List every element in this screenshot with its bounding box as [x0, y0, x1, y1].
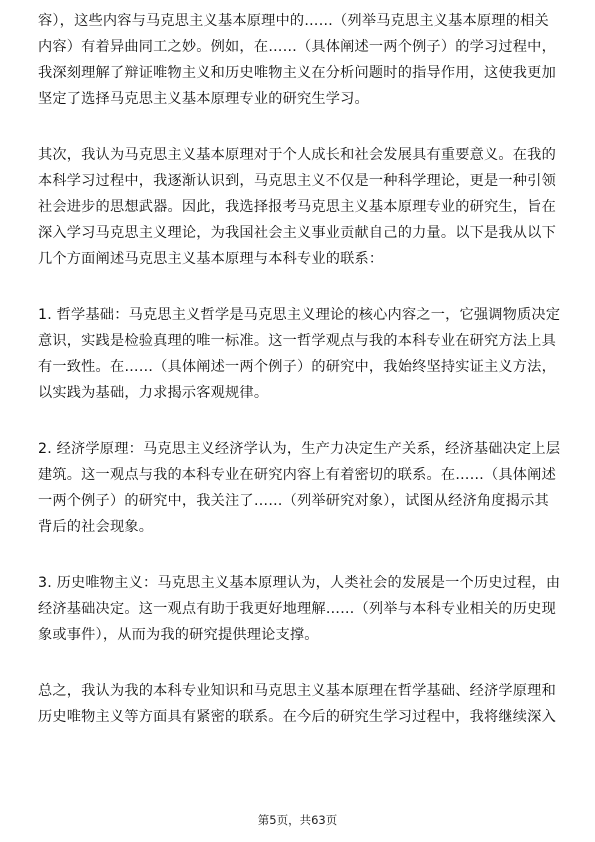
- text-line: 几个方面阐述马克思主义基本原理与本科专业的联系：: [38, 251, 384, 267]
- text-line: 我深刻理解了辩证唯物主义和历史唯物主义在分析问题时的指导作用，这使我更加: [38, 65, 556, 81]
- text-line: 深入学习马克思主义理论，为我国社会主义事业贡献自己的力量。以下是我从以下: [38, 225, 556, 241]
- text-line: 历史唯物主义等方面具有紧密的联系。在今后的研究生学习过程中，我将继续深入: [38, 709, 556, 725]
- text-line: 意识，实践是检验真理的唯一标准。这一哲学观点与我的本科专业在研究方法上具: [38, 333, 556, 349]
- paragraph-philosophy: [38, 302, 560, 406]
- text-line: 本科学习过程中，我逐渐认识到，马克思主义不仅是一种科学理论，更是一种引领: [38, 173, 556, 189]
- text-line: 2. 经济学原理：马克思主义经济学认为，生产力决定生产关系，经济基础决定上层: [38, 441, 561, 457]
- paragraph-gap: [38, 406, 560, 436]
- text-line: 3. 历史唯物主义：马克思主义基本原理认为，人类社会的发展是一个历史过程，由: [38, 575, 561, 591]
- text-line: 容），这些内容与马克思主义基本原理中的……（列举马克思主义基本原理的相关: [38, 13, 549, 29]
- text-line: 背后的社会现象。: [38, 519, 154, 535]
- paragraph-secondly: [38, 142, 560, 272]
- paragraph-historical-materialism: [38, 570, 560, 648]
- text-line: 其次，我认为马克思主义基本原理对于个人成长和社会发展具有重要意义。在我的: [38, 147, 556, 163]
- text-line: 一两个例子）的研究中，我关注了……（列举研究对象），试图从经济角度揭示其: [38, 493, 549, 509]
- paragraph-gap: [38, 648, 560, 678]
- text-line: 经济基础决定。这一观点有助于我更好地理解……（列举与本科专业相关的历史现: [38, 601, 556, 617]
- text-line: 以实践为基础，力求揭示客观规律。: [38, 385, 269, 401]
- paragraph-economics: [38, 436, 560, 540]
- paragraph-conclusion: [38, 678, 560, 730]
- text-line: 有一致性。在……（具体阐述一两个例子）的研究中，我始终坚持实证主义方法，: [38, 359, 556, 375]
- page-number: 第5页，共63页: [257, 813, 338, 827]
- paragraph-continuation: [38, 8, 560, 112]
- paragraph-gap: [38, 540, 560, 570]
- text-line: 象或事件），从而为我的研究提供理论支撑。: [38, 627, 319, 643]
- text-line: 社会进步的思想武器。因此，我选择报考马克思主义基本原理专业的研究生，旨在: [38, 199, 556, 215]
- text-line: 内容）有着异曲同工之妙。例如，在……（具体阐述一两个例子）的学习过程中，: [38, 39, 556, 55]
- document-body: [38, 8, 560, 730]
- text-line: 建筑。这一观点与我的本科专业在研究内容上有着密切的联系。在……（具体阐述: [38, 467, 556, 483]
- text-line: 总之，我认为我的本科专业知识和马克思主义基本原理在哲学基础、经济学原理和: [38, 683, 556, 699]
- paragraph-gap: [38, 272, 560, 302]
- paragraph-gap: [38, 112, 560, 142]
- text-line: 1. 哲学基础：马克思主义哲学是马克思主义理论的核心内容之一，它强调物质决定: [38, 307, 561, 323]
- text-line: 坚定了选择马克思主义基本原理专业的研究生学习。: [38, 91, 369, 107]
